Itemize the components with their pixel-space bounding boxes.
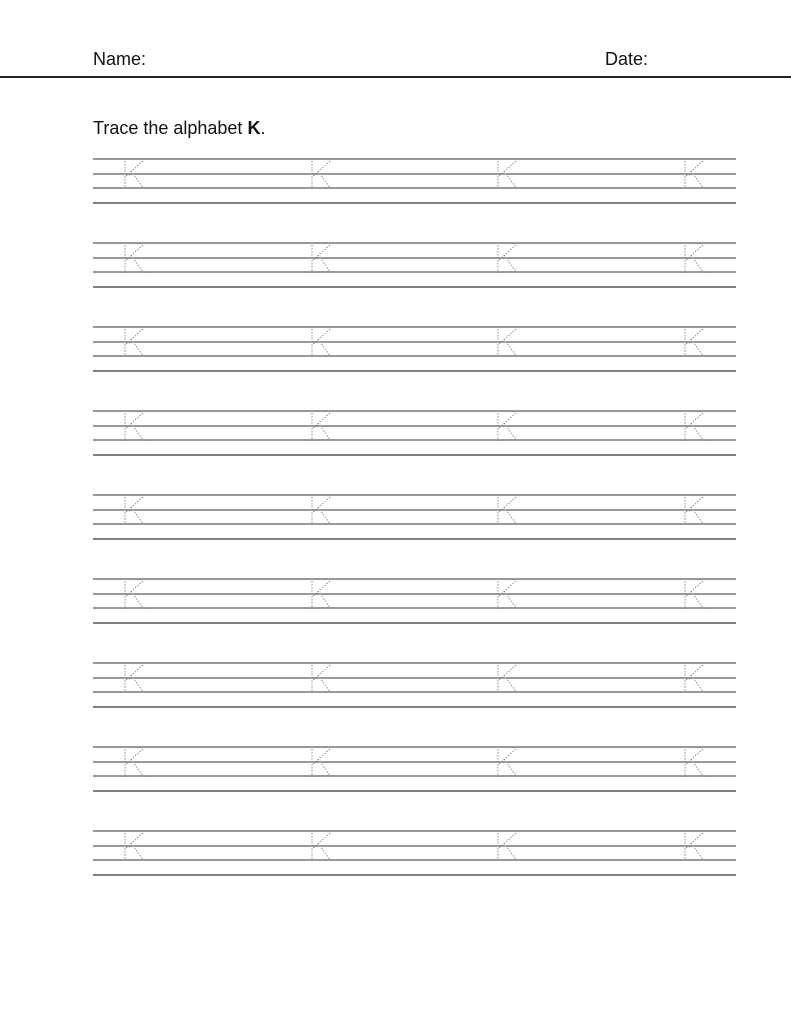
trace-letter-k <box>685 245 704 273</box>
trace-letter-k <box>125 581 144 609</box>
trace-letter-k <box>125 245 144 273</box>
trace-letter-k <box>312 413 331 441</box>
date-label: Date: <box>605 49 649 69</box>
practice-row <box>93 243 736 287</box>
trace-letter-k <box>312 665 331 693</box>
trace-letter-k <box>498 245 517 273</box>
trace-letter-k <box>312 161 331 189</box>
trace-letter-k <box>685 161 704 189</box>
trace-letter-k <box>125 833 144 861</box>
trace-letter-k <box>498 581 517 609</box>
trace-letter-k <box>312 833 331 861</box>
trace-letter-k <box>685 665 704 693</box>
practice-row <box>93 159 736 203</box>
trace-letter-k <box>685 413 704 441</box>
trace-letter-k <box>498 329 517 357</box>
trace-letter-k <box>125 497 144 525</box>
trace-letter-k <box>125 413 144 441</box>
trace-letter-k <box>498 161 517 189</box>
trace-letter-k <box>685 497 704 525</box>
practice-row <box>93 579 736 623</box>
trace-letter-k <box>498 833 517 861</box>
trace-letter-k <box>498 413 517 441</box>
practice-row <box>93 831 736 875</box>
trace-letter-k <box>125 161 144 189</box>
trace-letter-k <box>685 581 704 609</box>
trace-letter-k <box>125 749 144 777</box>
trace-letter-k <box>312 245 331 273</box>
practice-row <box>93 663 736 707</box>
trace-letter-k <box>498 497 517 525</box>
practice-row <box>93 747 736 791</box>
trace-letter-k <box>498 749 517 777</box>
trace-letter-k <box>125 329 144 357</box>
practice-row <box>93 495 736 539</box>
trace-letter-k <box>685 749 704 777</box>
trace-letter-k <box>685 833 704 861</box>
trace-letter-k <box>685 329 704 357</box>
trace-letter-k <box>312 329 331 357</box>
instruction-prefix: Trace the alphabet <box>93 118 248 138</box>
instruction-letter: K <box>247 118 261 138</box>
trace-letter-k <box>125 665 144 693</box>
trace-letter-k <box>312 581 331 609</box>
practice-row <box>93 327 736 371</box>
name-label: Name: <box>93 49 147 69</box>
instruction-suffix: . <box>260 118 266 138</box>
practice-row <box>93 411 736 455</box>
trace-letter-k <box>312 497 331 525</box>
trace-letter-k <box>312 749 331 777</box>
trace-letter-k <box>498 665 517 693</box>
